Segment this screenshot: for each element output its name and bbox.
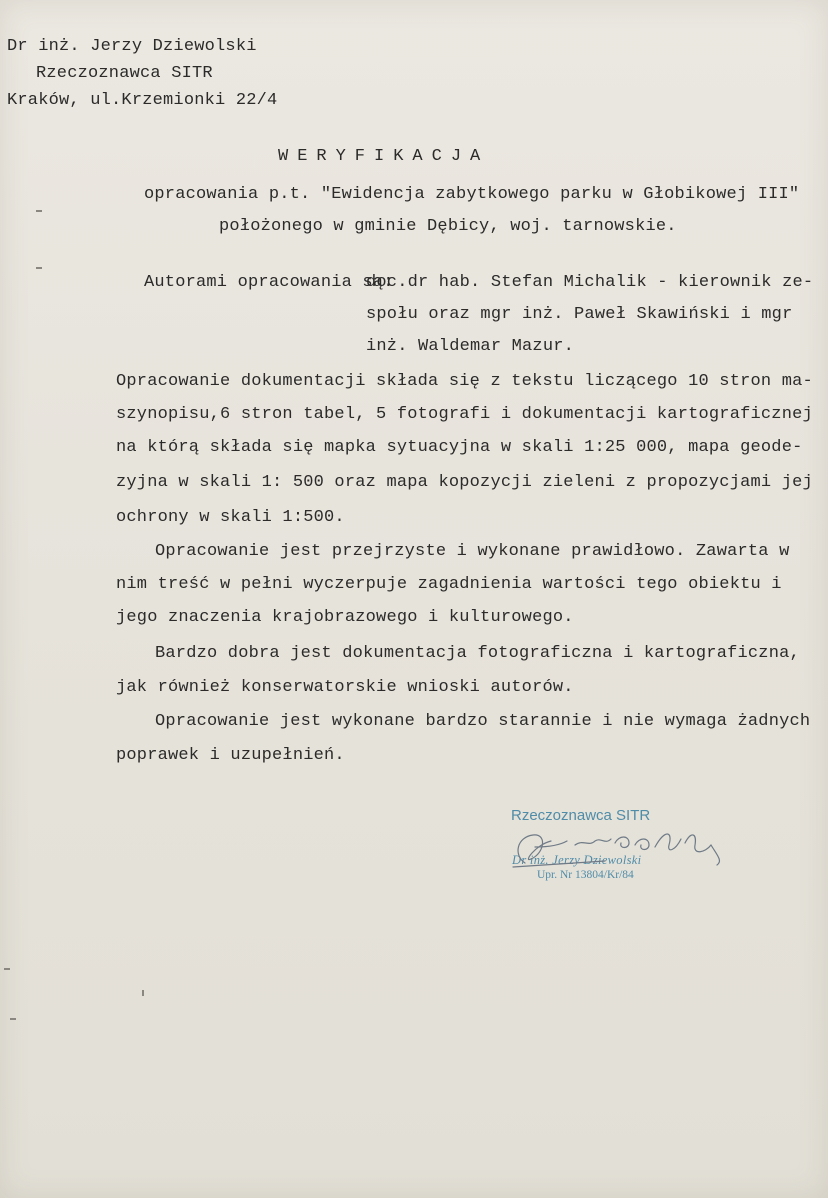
paragraph-line: jego znaczenia krajobrazowego i kulturowego. bbox=[116, 608, 574, 627]
stamp-title: Rzeczoznawca SITR bbox=[511, 807, 651, 824]
margin-mark bbox=[36, 210, 42, 212]
margin-mark bbox=[4, 968, 10, 970]
paragraph-line: na którą składa się mapka sytuacyjna w skali 1:25 000, mapa geode- bbox=[116, 438, 803, 457]
paragraph-line: szynopisu,6 stron tabel, 5 fotografi i dokumentacji kartograficznej bbox=[116, 405, 813, 424]
subject-line-1: opracowania p.t. "Ewidencja zabytkowego parku w Głobikowej III" bbox=[144, 185, 800, 204]
authors-line-1: doc.dr hab. Stefan Michalik - kierownik ze- bbox=[366, 273, 814, 292]
sender-title: Rzeczoznawca SITR bbox=[36, 64, 213, 83]
paragraph-line: Bardzo dobra jest dokumentacja fotograficzna i kartograficzna, bbox=[155, 644, 800, 663]
authors-line-2: społu oraz mgr inż. Paweł Skawiński i mgr bbox=[366, 305, 793, 324]
document-title: WERYFIKACJA bbox=[278, 147, 490, 166]
paragraph-line: jak również konserwatorskie wnioski autorów. bbox=[116, 678, 574, 697]
subject-line-2: położonego w gminie Dębicy, woj. tarnowskie. bbox=[219, 217, 677, 236]
authors-line-3: inż. Waldemar Mazur. bbox=[366, 337, 575, 356]
paragraph-line: Opracowanie jest wykonane bardzo starannie i nie wymaga żadnych bbox=[155, 712, 811, 731]
paragraph-line: ochrony w skali 1:500. bbox=[116, 508, 345, 527]
stamp-name: Dr inż. Jerzy Dziewolski bbox=[512, 853, 642, 867]
paragraph-line: Opracowanie dokumentacji składa się z tekstu liczącego 10 stron ma- bbox=[116, 372, 813, 391]
sender-name: Dr inż. Jerzy Dziewolski bbox=[7, 37, 257, 56]
paragraph-line: poprawek i uzupełnień. bbox=[116, 746, 345, 765]
authors-label: Autorami opracowania są: bbox=[144, 273, 394, 292]
signature-icon bbox=[505, 825, 735, 875]
margin-mark bbox=[36, 267, 42, 269]
paragraph-line: nim treść w pełni wyczerpuje zagadnienia wartości tego obiektu i bbox=[116, 575, 782, 594]
margin-mark bbox=[10, 1018, 16, 1020]
paragraph-line: zyjna w skali 1: 500 oraz mapa kopozycji zieleni z propozycjami jej bbox=[116, 473, 813, 492]
stamp-registration: Upr. Nr 13804/Kr/84 bbox=[537, 869, 634, 881]
margin-mark bbox=[142, 990, 144, 996]
sender-address: Kraków, ul.Krzemionki 22/4 bbox=[7, 91, 278, 110]
paragraph-line: Opracowanie jest przejrzyste i wykonane prawidłowo. Zawarta w bbox=[155, 542, 790, 561]
